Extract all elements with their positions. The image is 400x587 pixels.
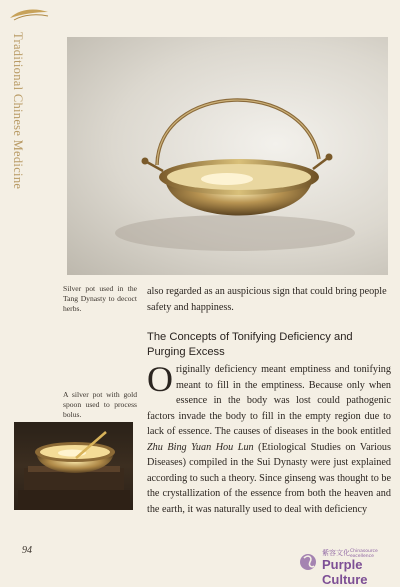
body-paragraph — [147, 359, 391, 517]
body-intro-text: riginally deficiency meant emptiness and tonifying meant to fill in the emptiness. Because only when essence in the body was lost could pathogenic factors invade the body to fill in the empty region due to lack of essence. The causes of diseases in the book entitled — [147, 364, 391, 437]
leaf-ornament-icon — [8, 6, 50, 22]
gold-spoon-pot-photo — [14, 422, 133, 510]
running-header: Traditional Chinese Medicine — [11, 32, 25, 190]
watermark-small-text: Chinasource excellence — [350, 549, 378, 559]
continuation-paragraph: also regarded as an auspicious sign that could bring people safety and happiness. — [147, 286, 387, 313]
silver-pot-photo — [67, 37, 388, 275]
small-photo-caption: A silver pot with gold spoon used to process bolus. — [63, 390, 137, 419]
watermark-brand: Purple Culture — [322, 557, 368, 587]
drop-cap: O — [147, 359, 173, 399]
page-number: 94 — [22, 545, 32, 556]
book-title: Zhu Bing Yuan Hou Lun — [147, 441, 254, 453]
watermark-chinese: 紫容文化 — [322, 549, 350, 557]
body-rest-text: (Etiological Studies on Various Diseases) compiled in the Sui Dynasty were just explained according to such a theory. Since ginseng was thought to be the crystallization of the essence from both the heaven and the earth, it was naturally used to deal with deficiency — [147, 441, 391, 515]
main-photo-caption: Silver pot used in the Tang Dynasty to decoct herbs. — [63, 284, 137, 313]
section-heading: The Concepts of Tonifying Deficiency and Purging Excess — [147, 331, 353, 358]
